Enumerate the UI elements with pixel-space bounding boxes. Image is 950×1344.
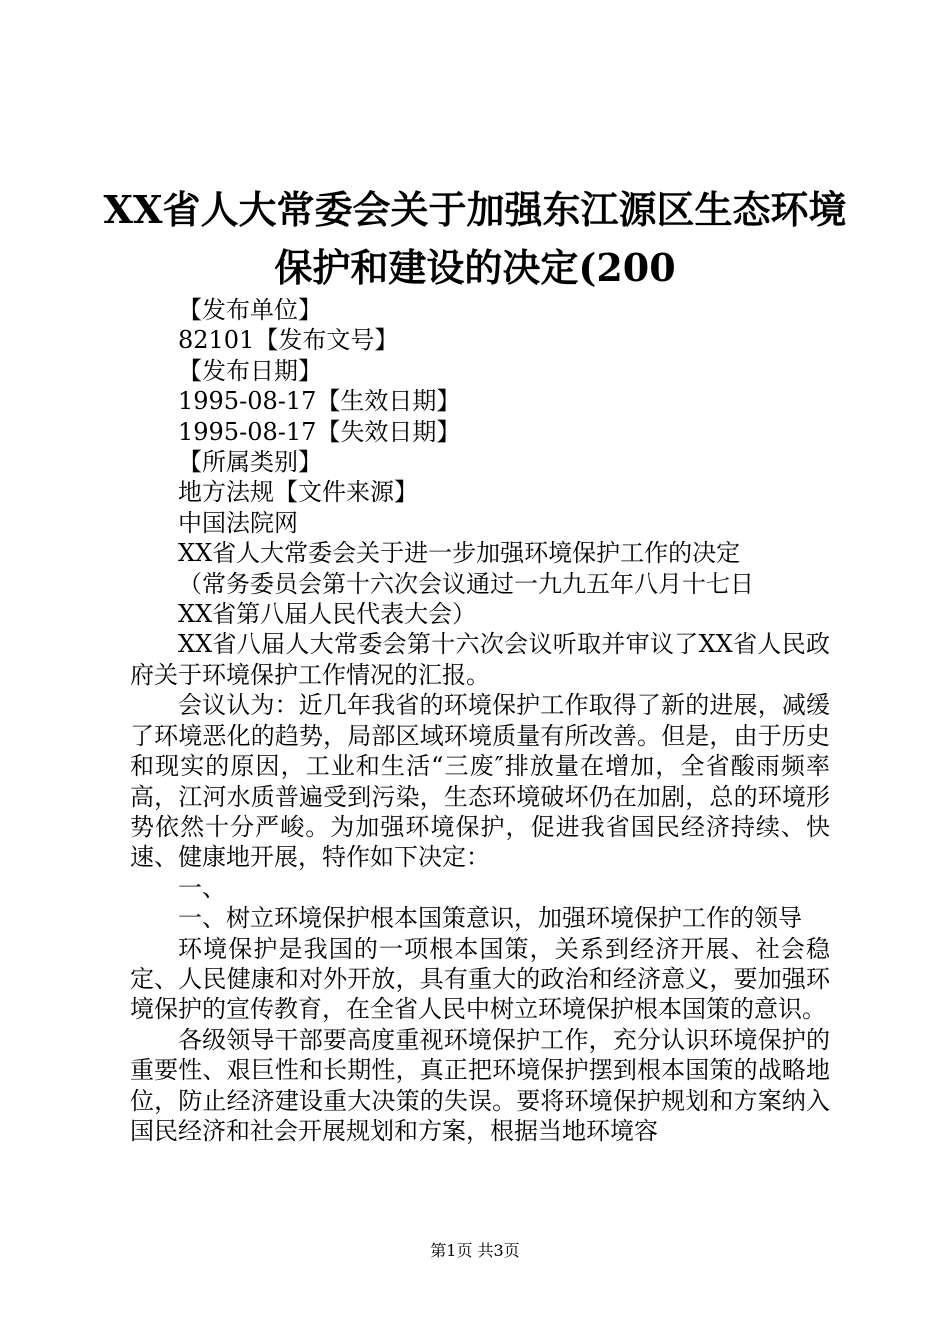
paragraph: 会议认为：近几年我省的环境保护工作取得了新的进展，减缓了环境恶化的趋势，局部区域环境质量有所改善。但是，由于历史和现实的原因，工业和生活“三废″排放量在增加，全省酸雨频率高，江河水质普遍受到污染，生态环境破坏仍在加剧，总的环境形势依然十分严峻。为加强环境保护，促进我省国民经济持续、快速、健康地开展，特作如下决定： [130,691,830,872]
document-body [130,295,830,1146]
paragraph: 一、 [178,873,226,902]
meta-line: 82101【发布文号】 [178,326,399,355]
meta-line: XX省人大常委会关于进一步加强环境保护工作的决定 [178,539,741,568]
meta-line: 【发布单位】 [178,296,322,324]
paragraph: 各级领导干部要高度重视环境保护工作，充分认识环境保护的重要性、艰巨性和长期性，真正把环境保护摆到根本国策的战略地位，防止经济建设重大决策的失误。要将环境保护规划和方案纳入国民经济和社会开展规划和方案，根据当地环境容 [130,1025,830,1145]
document-title-line-1: XX省人大常委会关于加强东江源区生态环境 [103,187,847,232]
meta-line: （常务委员会第十六次会议通过一九九五年八月十七日 [178,569,754,598]
meta-line: 【发布日期】 [178,356,322,385]
section-heading: 一、树立环境保护根本国策意识，加强环境保护工作的领导 [178,904,802,933]
meta-line: 地方法规【文件来源】 [178,478,418,507]
meta-line: 【所属类别】 [178,448,322,477]
paragraph: XX省八届人大常委会第十六次会议听取并审议了XX省人民政府关于环境保护工作情况的汇报。 [130,630,830,689]
document-title-line-2: 保护和建设的决定(200 [274,245,676,290]
page-footer: 第1页 共3页 [430,1241,520,1260]
meta-line: 中国法院网 [178,508,298,537]
paragraph: 环境保护是我国的一项根本国策，关系到经济开展、社会稳定、人民健康和对外开放，具有重大的政治和经济意义，要加强环境保护的宣传教育，在全省人民中树立环境保护根本国策的意识。 [130,934,830,1024]
meta-line: 1995-08-17【生效日期】 [178,387,461,416]
meta-line: XX省第八届人民代表大会） [178,600,477,629]
meta-line: 1995-08-17【失效日期】 [178,417,461,446]
